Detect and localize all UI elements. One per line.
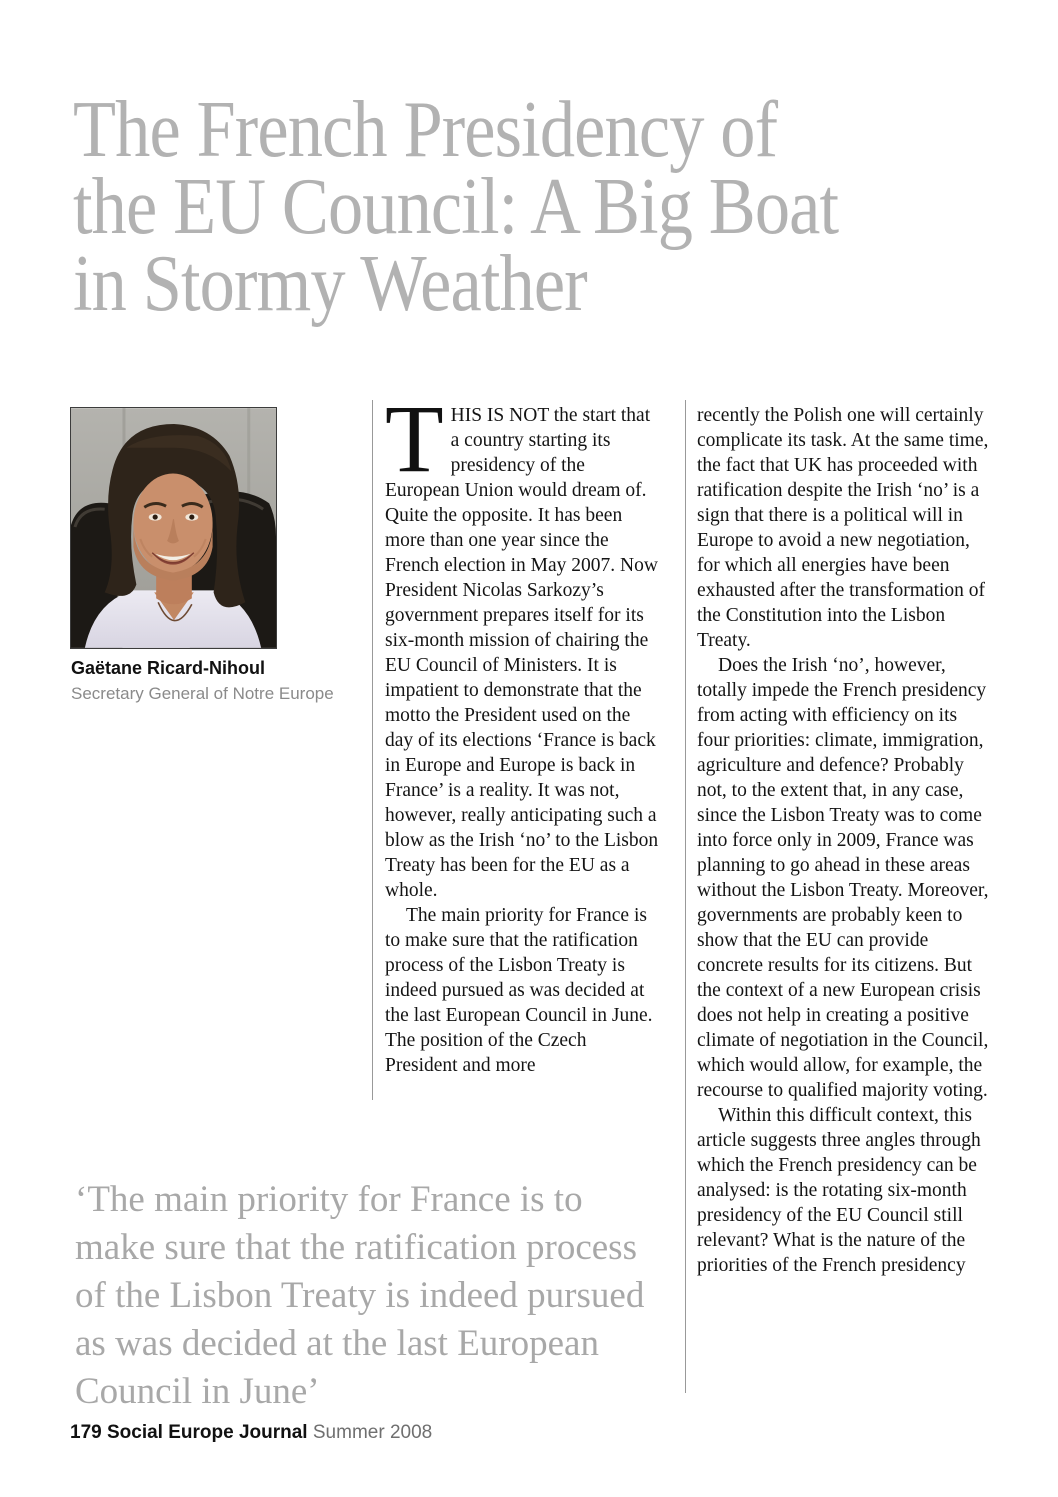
author-photo-image <box>71 408 276 648</box>
footer-page-number: 179 <box>70 1422 102 1443</box>
paragraph-1 <box>385 385 663 903</box>
paragraph-2: The main priority for France is to make sure that the ratification process of the Lisbon Treaty is indeed pursued as was decided at the last European Council in June. The position of the Czech President and more <box>385 905 653 1076</box>
paragraph-1-text: HIS IS NOT the start that a country starting its presidency of the European Union would dream of. Quite the opposite. It has been more than one year since the French election in May 2007. Now President Nicolas Sarkozy’s government prepares itself for its six-month mission of chairing the EU Council of Ministers. It is impatient to demonstrate that the motto the President used on the day of its elections ‘France is back in Europe and Europe is back in France’ is a reality. It was not, however, really anticipating such a blow as the Irish ‘no’ to the Lisbon Treaty has been for the EU as a whole. <box>385 405 659 901</box>
column-divider-right <box>685 400 686 1393</box>
article-title-line-2: the EU Council: A Big Boat <box>73 163 839 251</box>
column-divider-left <box>372 400 373 1100</box>
article-column-2 <box>697 403 989 1278</box>
footer-issue: Summer 2008 <box>312 1422 433 1443</box>
article-column-1 <box>385 385 663 1078</box>
article-title <box>73 86 839 328</box>
footer-journal-name: Social Europe Journal <box>106 1422 308 1443</box>
paragraph-4: Does the Irish ‘no’, however, totally impede the French presidency from acting with efficiency on its four priorities: climate, immigration, agriculture and defence? Probably not, to the extent that, in any case, since the Lisbon Treaty was to come into force only in 2009, France was planning to go ahead in these areas without the Lisbon Treaty. Moreover, governments are probably keen to show that the EU can provide concrete results for its citizens. But the context of a new European crisis does not help in creating a positive climate of negotiation in the Council, which would allow, for example, the recourse to qualified majority voting. <box>697 655 989 1101</box>
author-role: Secretary General of Notre Europe <box>71 684 334 703</box>
paragraph-5: Within this difficult context, this article suggests three angles through which the French presidency can be analysed: is the rotating six-month presidency of the EU Council still relevant? What is the nature of the priorities of the French presidency <box>697 1105 981 1276</box>
article-title-line-3: in Stormy Weather <box>73 240 587 328</box>
drop-cap: T <box>385 385 444 492</box>
pull-quote: ‘The main priority for France is to make sure that the ratification process of the Lisbon Treaty is indeed pursued as was decided at the last European Council in June’ <box>75 1179 645 1412</box>
author-name: Gaëtane Ricard-Nihoul <box>71 658 266 678</box>
article-title-line-1: The French Presidency of <box>73 86 778 174</box>
paragraph-3: recently the Polish one will certainly complicate its task. At the same time, the fact that UK has proceeded with ratification despite the Irish ‘no’ is a sign that there is a political will in Europe to avoid a new negotiation, for which all energies have been exhausted after the transformation of the Constitution into the Lisbon Treaty. <box>697 405 989 651</box>
page-footer <box>70 1422 432 1444</box>
author-photo <box>70 407 277 649</box>
